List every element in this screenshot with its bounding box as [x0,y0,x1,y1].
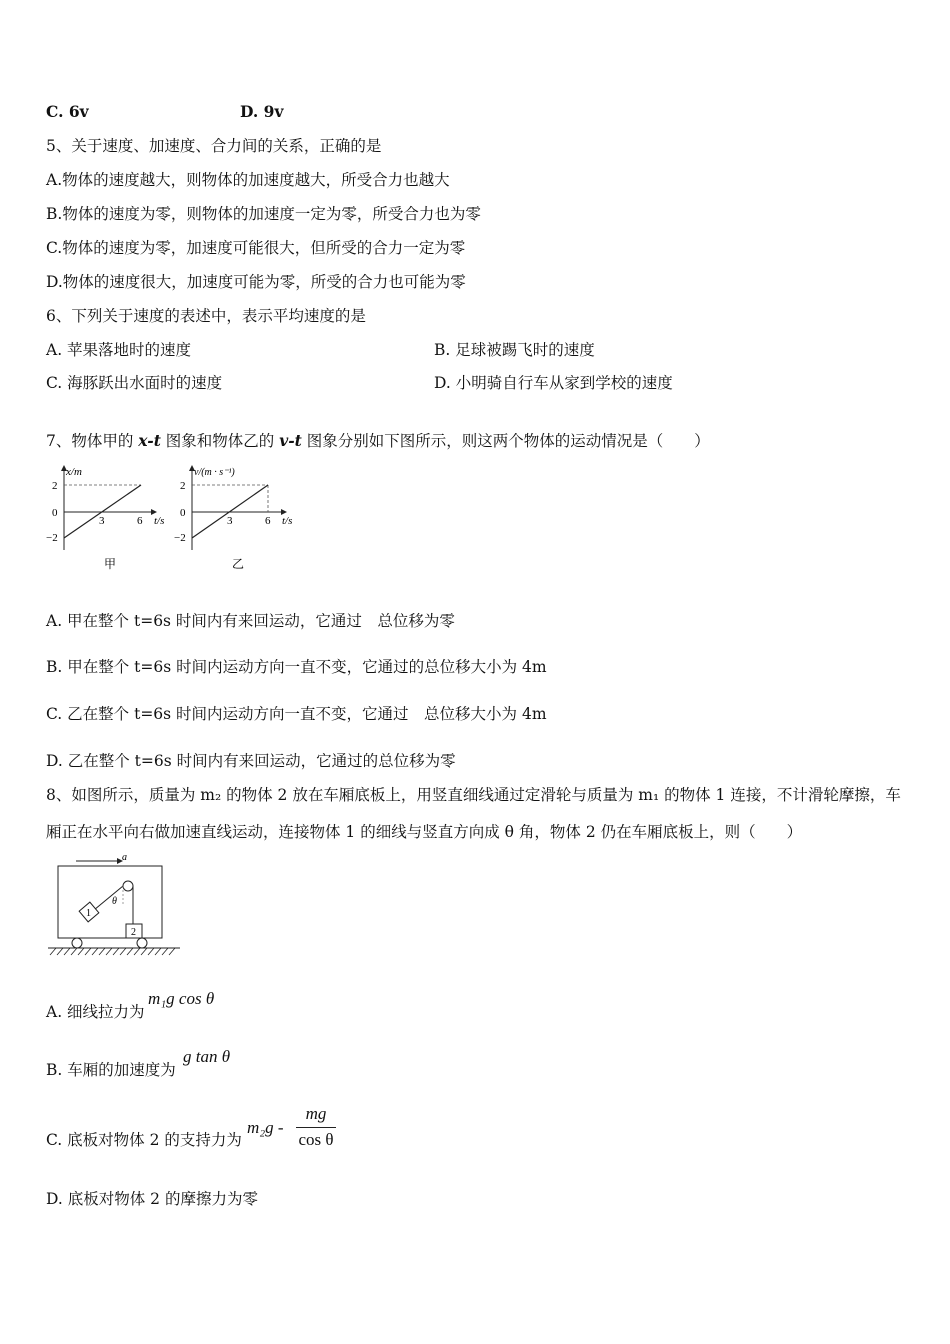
graph-yi [172,462,312,577]
q5-option-d: D.物体的速度很大，加速度可能为零，所受的合力也可能为零 [46,273,466,291]
q5-option-b: B.物体的速度为零，则物体的加速度一定为零，所受合力也为零 [46,205,481,223]
q8-option-d: D. 底板对物体 2 的摩擦力为零 [46,1190,258,1208]
q8-option-c-fraction-bar [296,1127,336,1128]
jia-tick-x-end: 6 [137,515,143,527]
jia-caption: 甲 [104,557,117,571]
wheel-left [72,938,82,948]
q8-option-a-math: m₁g cos θ [148,989,215,1008]
yi-xlabel: t/s [282,515,293,527]
q7-option-c: C. 乙在整个 t=6s 时间内运动方向一直不变，它通过 总位移大小为 4m [46,705,547,723]
q6-option-b: B. 足球被踢飞时的速度 [434,341,595,359]
q4-option-c: C. 6v [46,102,89,121]
q8-stem-line1: 8、如图所示，质量为 m₂ 的物体 2 放在车厢底板上，用竖直细线通过定滑轮与质量为 m₁ 的物体 1 连接，不计滑轮摩擦，车 [46,786,901,804]
q8-option-c-text: C. 底板对物体 2 的支持力为 [46,1131,242,1149]
wheel-right [137,938,147,948]
q7-option-a: A. 甲在整个 t=6s 时间内有来回运动，它通过 总位移为零 [46,612,455,630]
graph-jia [44,462,174,577]
q7-option-d: D. 乙在整个 t=6s 时间内有来回运动，它通过的总位移为零 [46,752,456,770]
q6-stem: 6、下列关于速度的表述中，表示平均速度的是 [46,307,366,325]
q6-option-c: C. 海豚跃出水面时的速度 [46,374,223,392]
yi-tick-x-mid: 3 [227,515,233,527]
q8-option-b-math: g tan θ [183,1047,231,1066]
yi-caption: 乙 [232,557,245,571]
yi-ylabel: v/(m · s⁻¹) [194,467,235,478]
ground-hatch [50,948,175,955]
yi-tick-x-end: 6 [265,515,271,527]
yi-tick-y-top: 2 [180,480,186,492]
q6-option-d: D. 小明骑自行车从家到学校的速度 [434,374,673,392]
yi-tick-y-bottom: −2 [174,532,186,544]
jia-xlabel: t/s [154,515,165,527]
pulley-icon [123,881,133,891]
jia-tick-y-top: 2 [52,480,58,492]
jia-tick-y-bottom: −2 [46,532,58,544]
q5-stem: 5、关于速度、加速度、合力间的关系，正确的是 [46,137,382,155]
q8-option-b-text: B. 车厢的加速度为 [46,1061,176,1079]
q5-option-a: A.物体的速度越大，则物体的加速度越大，所受合力也越大 [46,171,450,189]
q7-option-b: B. 甲在整个 t=6s 时间内运动方向一直不变，它通过的总位移大小为 4m [46,658,547,676]
q8-option-c-denominator: cos θ [298,1130,334,1149]
q4-option-d: D. 9v [240,102,284,121]
block-1-label: 1 [86,908,91,919]
block-2-label: 2 [131,927,136,938]
angle-label: θ [112,896,117,907]
jia-tick-x-mid: 3 [99,515,105,527]
jia-ylabel: x/m [66,466,82,478]
yi-tick-y-zero: 0 [180,507,186,519]
q7-stem: 7、物体甲的 x-t 图象和物体乙的 v-t 图象分别如下图所示，则这两个物体的运动情况是（ ） [46,431,710,450]
q5-option-c: C.物体的速度为零，加速度可能很大，但所受的合力一定为零 [46,239,466,257]
carriage-figure [44,852,189,960]
q8-option-c-numerator: mg [305,1104,327,1123]
accel-label: a [122,852,127,863]
q6-option-a: A. 苹果落地时的速度 [46,341,192,359]
carriage-box [58,866,162,938]
jia-tick-y-zero: 0 [52,507,58,519]
q8-stem-line2: 厢正在水平向右做加速直线运动，连接物体 1 的细线与竖直方向成 θ 角，物体 2 仍在车厢底板上，则（ ） [46,823,803,841]
string-slanted [94,886,123,910]
q8-option-c-math-lead: m₂g - [247,1118,284,1137]
q8-option-a-text: A. 细线拉力为 [46,1003,145,1021]
